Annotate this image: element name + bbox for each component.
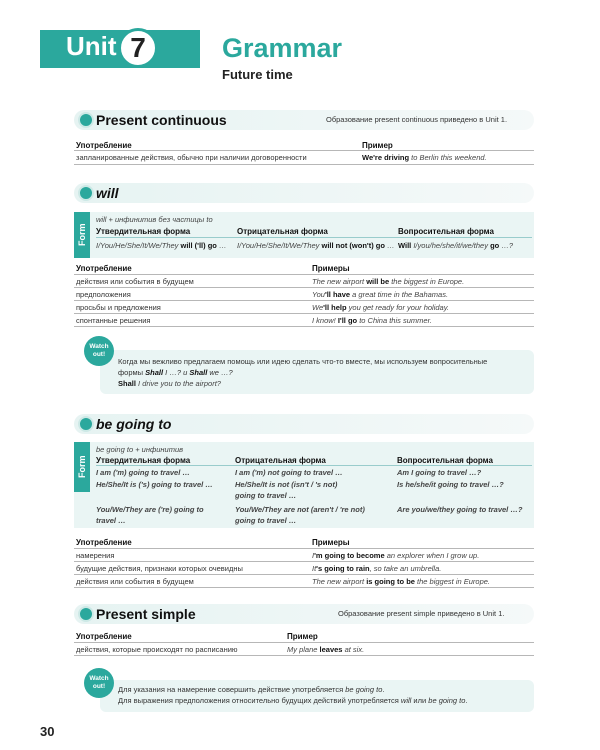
form-question: Are you/we/they going to travel …? <box>397 505 523 514</box>
page-title: Grammar <box>222 33 343 63</box>
form-question: Is he/she/it going to travel …? <box>397 480 504 489</box>
col-header-examples: Примеры <box>312 538 350 547</box>
form-header-question: Вопросительная форма <box>398 227 494 236</box>
form-negative: You/We/They are not (aren't / 're not) <box>235 505 365 514</box>
divider <box>74 655 534 656</box>
form-question: Will I/you/he/she/it/we/they go …? <box>398 241 513 250</box>
form-header-affirmative: Утвердительная форма <box>96 456 191 465</box>
divider <box>74 287 534 288</box>
form-tab: Form <box>74 442 90 492</box>
section-note: Образование present simple приведено в Unit 1. <box>338 609 505 618</box>
divider <box>74 274 534 275</box>
divider <box>74 164 534 165</box>
divider <box>74 326 534 327</box>
use-cell: действия, которые происходят по расписанию <box>76 645 238 654</box>
form-negative: going to travel … <box>235 516 297 525</box>
divider <box>74 548 534 549</box>
form-affirmative: travel … <box>96 516 126 525</box>
form-affirmative: I/You/He/She/It/We/They will ('ll) go … <box>96 241 227 250</box>
unit-label: Unit <box>66 31 117 61</box>
use-cell: предположения <box>76 290 131 299</box>
bullet-icon <box>78 185 94 201</box>
divider <box>74 150 534 151</box>
example-cell: My plane leaves at six. <box>287 645 365 654</box>
section-title-present-continuous: Present continuous <box>96 112 227 128</box>
section-title-present-simple: Present simple <box>96 606 196 622</box>
col-header-example: Пример <box>287 632 318 641</box>
page-number: 30 <box>40 724 55 739</box>
col-header-use: Употребление <box>76 141 132 150</box>
unit-number: 7 <box>118 28 158 68</box>
col-header-use: Употребление <box>76 632 132 641</box>
divider <box>74 561 534 562</box>
form-question: Am I going to travel …? <box>397 468 482 477</box>
form-header-negative: Отрицательная форма <box>237 227 328 236</box>
divider <box>96 237 532 238</box>
bullet-icon <box>78 606 94 622</box>
divider <box>74 587 534 588</box>
col-header-use: Употребление <box>76 264 132 273</box>
divider <box>74 300 534 301</box>
form-intro: will + инфинитив без частицы to <box>96 215 213 224</box>
form-affirmative: You/We/They are ('re) going to <box>96 505 204 514</box>
form-tab: Form <box>74 212 90 258</box>
section-bar-will <box>74 183 534 203</box>
watch-out-badge: Watch out! <box>84 668 114 698</box>
watch-out-text: Когда мы вежливо предлагаем помощь или идею сделать что-то вместе, мы используем вопросительные <box>118 357 488 366</box>
use-cell: намерения <box>76 551 115 560</box>
use-cell: будущие действия, признаки которых очевидны <box>76 564 243 573</box>
form-intro: be going to + инфинитив <box>96 445 184 454</box>
example-cell: The new airport will be the biggest in Europe. <box>312 277 465 286</box>
example-cell: It's going to rain, so take an umbrella. <box>312 564 442 573</box>
form-negative: He/She/It is not (isn't / 's not) <box>235 480 338 489</box>
form-affirmative: He/She/It is ('s) going to travel … <box>96 480 213 489</box>
watch-out-badge: Watch out! <box>84 336 114 366</box>
divider <box>74 574 534 575</box>
example-cell: The new airport is going to be the biggest in Europe. <box>312 577 491 586</box>
form-negative: going to travel … <box>235 491 297 500</box>
bullet-icon <box>78 112 94 128</box>
example-cell: I know! I'll go to China this summer. <box>312 316 432 325</box>
form-affirmative: I am ('m) going to travel … <box>96 468 190 477</box>
form-header-question: Вопросительная форма <box>397 456 493 465</box>
form-negative: I am ('m) not going to travel … <box>235 468 343 477</box>
watch-out-text: формы Shall I …? и Shall we …? <box>118 368 233 377</box>
section-note: Образование present continuous приведено в Unit 1. <box>326 115 508 124</box>
form-negative: I/You/He/She/It/We/They will not (won't) go … <box>237 241 395 250</box>
example-cell: We're driving to Berlin this weekend. <box>362 153 487 162</box>
use-cell: спонтанные решения <box>76 316 151 325</box>
form-header-negative: Отрицательная форма <box>235 456 326 465</box>
use-cell: действия или события в будущем <box>76 577 194 586</box>
example-cell: You'll have a great time in the Bahamas. <box>312 290 449 299</box>
watch-out-example: Shall I drive you to the airport? <box>118 379 221 388</box>
page-subtitle: Future time <box>222 67 293 82</box>
divider <box>74 313 534 314</box>
col-header-example: Пример <box>362 141 393 150</box>
col-header-examples: Примеры <box>312 264 350 273</box>
divider <box>96 465 532 466</box>
example-cell: We'll help you get ready for your holiday. <box>312 303 449 312</box>
watch-out-text: Для выражения предположения относительно будущих действий употребляется will или be going to. <box>118 696 468 705</box>
bullet-icon <box>78 416 94 432</box>
use-cell: действия или события в будущем <box>76 277 194 286</box>
form-header-affirmative: Утвердительная форма <box>96 227 191 236</box>
section-title-will: will <box>96 185 119 201</box>
section-title-be-going-to: be going to <box>96 416 172 432</box>
divider <box>74 642 534 643</box>
use-cell: просьбы и предложения <box>76 303 161 312</box>
watch-out-text: Для указания на намерение совершить действие употребляется be going to. <box>118 685 385 694</box>
use-cell: запланированные действия, обычно при наличии договоренности <box>76 153 307 162</box>
example-cell: I'm going to become an explorer when I grow up. <box>312 551 480 560</box>
col-header-use: Употребление <box>76 538 132 547</box>
